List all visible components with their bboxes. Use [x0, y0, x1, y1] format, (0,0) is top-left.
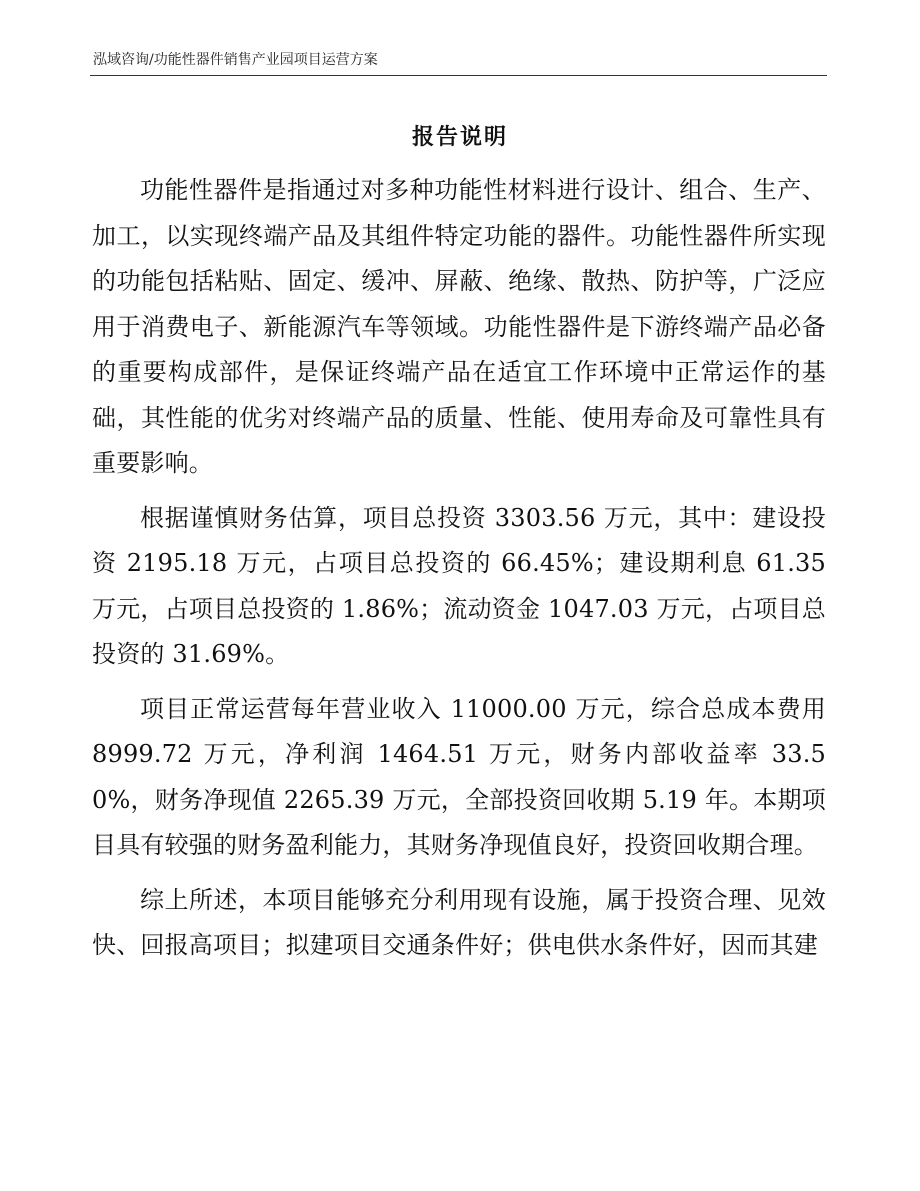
paragraph-intro: 功能性器件是指通过对多种功能性材料进行设计、组合、生产、加工，以实现终端产品及其组件特定功能的器件。功能性器件所实现的功能包括粘贴、固定、缓冲、屏蔽、绝缘、散热、防护等，广泛应用于消费电子、新能源汽车等领域。功能性器件是下游终端产品必备的重要构成部件，是保证终端产品在适宜工作环境中正常运作的基础，其性能的优劣对终端产品的质量、性能、使用寿命及可靠性具有重要影响。	[92, 176, 826, 477]
paragraph-summary: 综上所述，本项目能够充分利用现有设施，属于投资合理、见效快、回报高项目；拟建项目交通条件好；供电供水条件好，因而其建	[92, 885, 826, 959]
running-header: 泓域咨询/功能性器件销售产业园项目运营方案	[93, 52, 378, 68]
document-body	[92, 168, 826, 978]
paragraph-investment: 根据谨慎财务估算，项目总投资 3303.56 万元，其中：建设投资 2195.18 万元，占项目总投资的 66.45%；建设期利息 61.35 万元，占项目总投资的 1.86%；流动资金 1047.03 万元，占项目总投资的 31.69%。	[92, 503, 826, 668]
document-title: 报告说明	[411, 124, 508, 150]
header-divider	[90, 75, 827, 76]
paragraph-revenue: 项目正常运营每年营业收入 11000.00 万元，综合总成本费用 8999.72 万元，净利润 1464.51 万元，财务内部收益率 33.50%，财务净现值 2265.39 万元，全部投资回收期 5.19 年。本期项目具有较强的财务盈利能力，其财务净现值良好，投资回收期合理。	[92, 694, 826, 859]
